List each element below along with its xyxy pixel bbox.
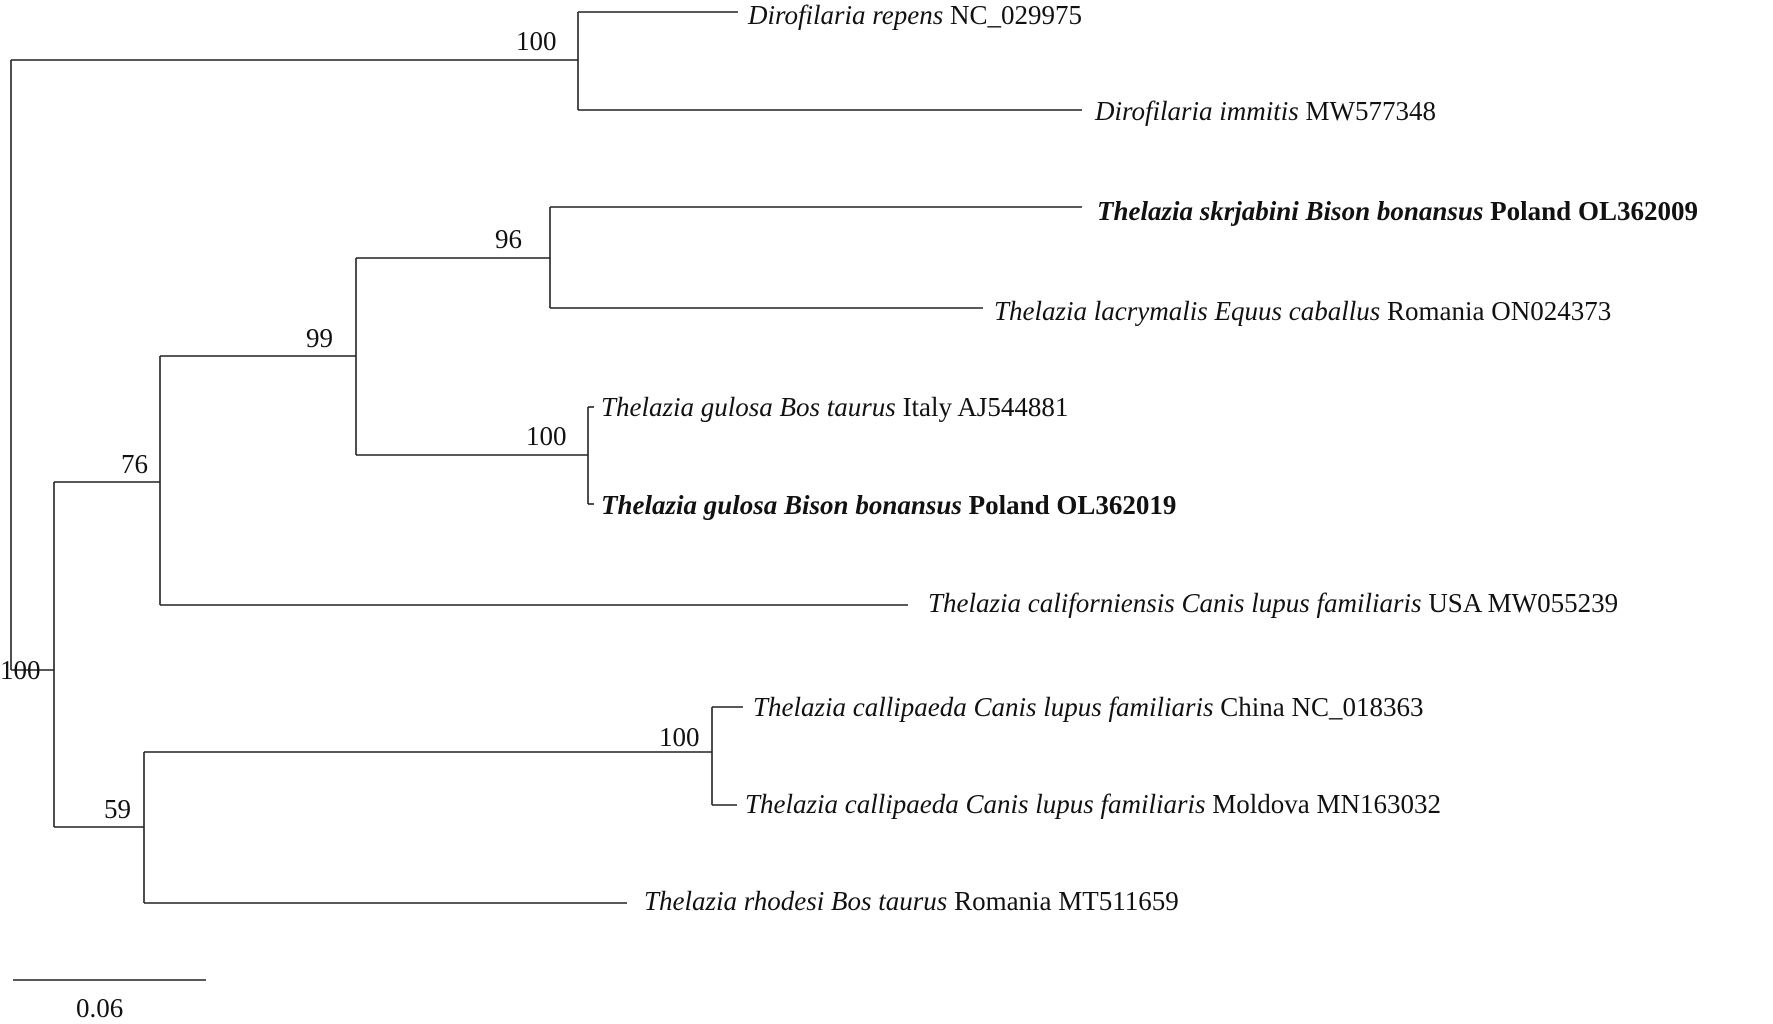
- accession-number: AJ544881: [957, 392, 1069, 422]
- accession-number: NC_029975: [950, 0, 1083, 30]
- species-name: Dirofilaria immitis: [1095, 96, 1299, 126]
- host-name: Bos taurus: [779, 392, 896, 422]
- species-name: Thelazia callipaeda: [753, 692, 967, 722]
- taxon-label-thelazia-skrjabini: [1097, 195, 1698, 227]
- taxon-label-thelazia-callipaeda-china: [753, 691, 1424, 723]
- support-value-root: 100: [0, 655, 41, 685]
- accession-number: ON024373: [1491, 296, 1612, 326]
- support-value-clade-59: 59: [104, 794, 131, 824]
- support-value-gulosa-pair: 100: [526, 421, 567, 451]
- country-name: USA: [1428, 588, 1481, 618]
- host-name: Bison bonansus: [1305, 196, 1484, 226]
- host-name: Bison bonansus: [784, 490, 962, 520]
- support-value-dirofilaria: 100: [516, 26, 557, 56]
- taxon-label-thelazia-gulosa-poland: [601, 489, 1176, 521]
- taxon-label-dirofilaria-immitis: [1095, 95, 1436, 127]
- taxon-label-thelazia-californiensis: [928, 587, 1618, 619]
- country-name: Romania: [1387, 296, 1485, 326]
- taxon-label-thelazia-lacrymalis: [994, 295, 1611, 327]
- accession-number: OL362009: [1577, 196, 1698, 226]
- scale-bar-label: 0.06: [76, 993, 124, 1023]
- accession-number: OL362019: [1056, 490, 1177, 520]
- host-name: Equus caballus: [1214, 296, 1381, 326]
- country-name: Poland: [968, 490, 1050, 520]
- support-value-thelazia-core: 99: [306, 323, 333, 353]
- accession-number: MT511659: [1058, 886, 1179, 916]
- taxon-label-dirofilaria-repens: [748, 0, 1082, 31]
- accession-number: MW055239: [1487, 588, 1619, 618]
- accession-number: MW577348: [1305, 96, 1437, 126]
- country-name: Moldova: [1212, 789, 1310, 819]
- species-name: Thelazia gulosa: [601, 392, 780, 422]
- host-name: Canis lupus familiaris: [973, 692, 1214, 722]
- support-value-clade-76: 76: [121, 449, 148, 479]
- taxon-label-thelazia-callipaeda-moldova: [745, 788, 1441, 820]
- species-name: Dirofilaria repens: [748, 0, 944, 30]
- support-value-skrjabini-lacrymalis: 96: [495, 224, 522, 254]
- accession-number: NC_018363: [1291, 692, 1424, 722]
- species-name: Thelazia gulosa: [601, 490, 778, 520]
- support-value-callipaeda-pair: 100: [659, 722, 700, 752]
- species-name: Thelazia rhodesi: [644, 886, 825, 916]
- country-name: Romania: [954, 886, 1052, 916]
- taxon-label-thelazia-rhodesi: [644, 885, 1179, 917]
- accession-number: MN163032: [1316, 789, 1442, 819]
- host-name: Canis lupus familiaris: [1181, 588, 1422, 618]
- species-name: Thelazia californiensis: [928, 588, 1175, 618]
- species-name: Thelazia callipaeda: [745, 789, 959, 819]
- host-name: Bos taurus: [831, 886, 948, 916]
- host-name: Canis lupus familiaris: [965, 789, 1206, 819]
- species-name: Thelazia skrjabini: [1097, 196, 1299, 226]
- species-name: Thelazia lacrymalis: [994, 296, 1208, 326]
- country-name: Poland: [1490, 196, 1572, 226]
- country-name: Italy: [902, 392, 953, 422]
- country-name: China: [1220, 692, 1285, 722]
- taxon-label-thelazia-gulosa-italy: [601, 391, 1068, 423]
